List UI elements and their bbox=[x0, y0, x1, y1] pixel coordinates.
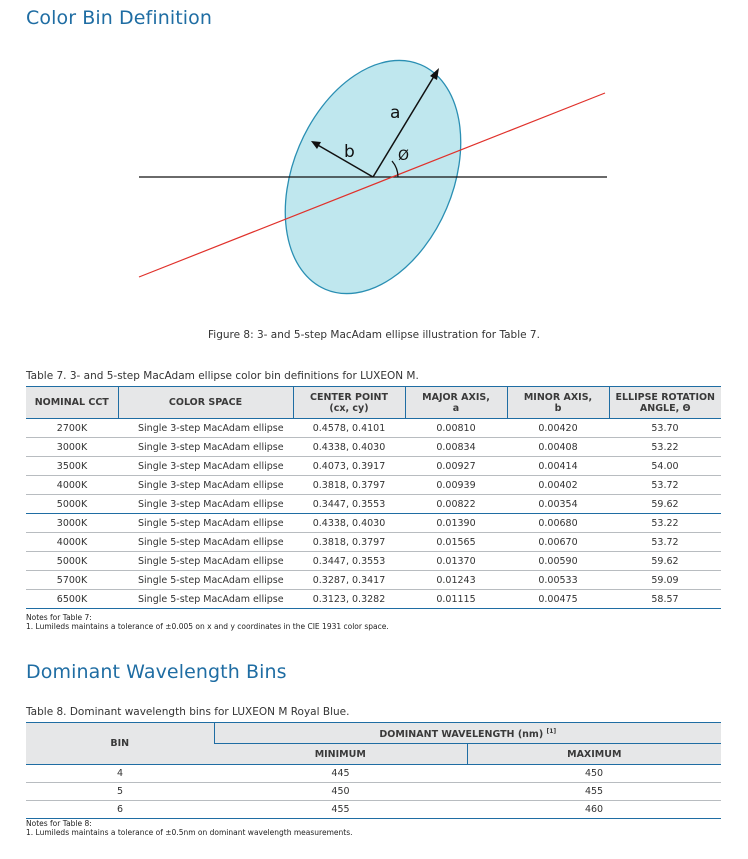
cell-center: 0.4338, 0.4030 bbox=[293, 514, 405, 533]
table8-note-1: 1. Lumileds maintains a tolerance of ±0.5nm on dominant wavelength measurements. bbox=[26, 828, 353, 837]
header-center-point: CENTER POINT (cx, cy) bbox=[293, 387, 405, 419]
cell-center: 0.3818, 0.3797 bbox=[293, 476, 405, 495]
cell-cct: 3500K bbox=[26, 457, 118, 476]
table-row bbox=[26, 765, 721, 783]
cell-cct: 5700K bbox=[26, 571, 118, 590]
cell-space: Single 5-step MacAdam ellipse bbox=[118, 590, 293, 609]
cell-minor: 0.00590 bbox=[507, 552, 609, 571]
cell-space: Single 3-step MacAdam ellipse bbox=[118, 438, 293, 457]
cell-major: 0.01243 bbox=[405, 571, 507, 590]
cell-minor: 0.00680 bbox=[507, 514, 609, 533]
table-row bbox=[26, 801, 721, 819]
cell-center: 0.4338, 0.4030 bbox=[293, 438, 405, 457]
cell-angle: 59.62 bbox=[609, 495, 721, 514]
header-rotation-angle: ELLIPSE ROTATION ANGLE, Θ bbox=[609, 387, 721, 419]
table-row bbox=[26, 533, 721, 552]
table-row bbox=[26, 438, 721, 457]
cell-center: 0.3287, 0.3417 bbox=[293, 571, 405, 590]
cell-center: 0.3818, 0.3797 bbox=[293, 533, 405, 552]
table-row bbox=[26, 571, 721, 590]
cell-angle: 53.72 bbox=[609, 533, 721, 552]
table7-notes-title: Notes for Table 7: bbox=[26, 613, 92, 622]
header-color-space: COLOR SPACE bbox=[118, 387, 293, 419]
table-row bbox=[26, 590, 721, 609]
cell-minor: 0.00533 bbox=[507, 571, 609, 590]
cell-minor: 0.00475 bbox=[507, 590, 609, 609]
cell-space: Single 3-step MacAdam ellipse bbox=[118, 495, 293, 514]
header-maximum: MAXIMUM bbox=[467, 744, 721, 765]
cell-bin: 5 bbox=[26, 783, 214, 801]
cell-major: 0.00834 bbox=[405, 438, 507, 457]
cell-major: 0.01565 bbox=[405, 533, 507, 552]
table8-notes-title: Notes for Table 8: bbox=[26, 819, 92, 828]
header-nominal-cct: NOMINAL CCT bbox=[26, 387, 118, 419]
cell-min: 455 bbox=[214, 801, 467, 819]
cell-center: 0.3123, 0.3282 bbox=[293, 590, 405, 609]
table-row bbox=[26, 419, 721, 438]
label-angle: Ø bbox=[398, 148, 410, 164]
cell-cct: 5000K bbox=[26, 495, 118, 514]
cell-space: Single 3-step MacAdam ellipse bbox=[118, 476, 293, 495]
table-row bbox=[26, 783, 721, 801]
header-minor-axis: MINOR AXIS, b bbox=[507, 387, 609, 419]
cell-major: 0.00822 bbox=[405, 495, 507, 514]
cell-space: Single 3-step MacAdam ellipse bbox=[118, 419, 293, 438]
cell-space: Single 3-step MacAdam ellipse bbox=[118, 457, 293, 476]
cell-angle: 53.22 bbox=[609, 514, 721, 533]
header-minimum: MINIMUM bbox=[214, 744, 467, 765]
cell-minor: 0.00402 bbox=[507, 476, 609, 495]
cell-minor: 0.00420 bbox=[507, 419, 609, 438]
cell-major: 0.01115 bbox=[405, 590, 507, 609]
table-row bbox=[26, 457, 721, 476]
cell-major: 0.01370 bbox=[405, 552, 507, 571]
cell-center: 0.3447, 0.3553 bbox=[293, 552, 405, 571]
cell-min: 450 bbox=[214, 783, 467, 801]
cell-center: 0.4578, 0.4101 bbox=[293, 419, 405, 438]
cell-angle: 58.57 bbox=[609, 590, 721, 609]
table7 bbox=[26, 386, 721, 609]
cell-angle: 59.09 bbox=[609, 571, 721, 590]
macadam-ellipse-figure bbox=[0, 0, 748, 330]
cell-angle: 53.72 bbox=[609, 476, 721, 495]
cell-cct: 6500K bbox=[26, 590, 118, 609]
cell-cct: 3000K bbox=[26, 514, 118, 533]
table7-notes bbox=[26, 613, 389, 631]
cell-minor: 0.00354 bbox=[507, 495, 609, 514]
label-b: b bbox=[344, 142, 355, 162]
cell-min: 445 bbox=[214, 765, 467, 783]
figure-caption: Figure 8: 3- and 5-step MacAdam ellipse illustration for Table 7. bbox=[208, 329, 540, 341]
cell-major: 0.01390 bbox=[405, 514, 507, 533]
cell-cct: 3000K bbox=[26, 438, 118, 457]
cell-angle: 53.22 bbox=[609, 438, 721, 457]
table-row bbox=[26, 552, 721, 571]
cell-major: 0.00810 bbox=[405, 419, 507, 438]
cell-major: 0.00927 bbox=[405, 457, 507, 476]
cell-space: Single 5-step MacAdam ellipse bbox=[118, 533, 293, 552]
cell-space: Single 5-step MacAdam ellipse bbox=[118, 514, 293, 533]
cell-cct: 2700K bbox=[26, 419, 118, 438]
cell-space: Single 5-step MacAdam ellipse bbox=[118, 552, 293, 571]
cell-center: 0.4073, 0.3917 bbox=[293, 457, 405, 476]
table7-note-1: 1. Lumileds maintains a tolerance of ±0.005 on x and y coordinates in the CIE 1931 color space. bbox=[26, 622, 389, 631]
section-title-color-bin: Color Bin Definition bbox=[26, 7, 213, 29]
cell-major: 0.00939 bbox=[405, 476, 507, 495]
cell-bin: 6 bbox=[26, 801, 214, 819]
header-dominant-wavelength: DOMINANT WAVELENGTH (nm) [1] bbox=[214, 723, 721, 744]
cell-max: 450 bbox=[467, 765, 721, 783]
cell-angle: 53.70 bbox=[609, 419, 721, 438]
cell-minor: 0.00670 bbox=[507, 533, 609, 552]
cell-angle: 54.00 bbox=[609, 457, 721, 476]
cell-cct: 4000K bbox=[26, 533, 118, 552]
cell-space: Single 5-step MacAdam ellipse bbox=[118, 571, 293, 590]
cell-bin: 4 bbox=[26, 765, 214, 783]
cell-max: 460 bbox=[467, 801, 721, 819]
cell-cct: 4000K bbox=[26, 476, 118, 495]
table-row bbox=[26, 476, 721, 495]
cell-minor: 0.00408 bbox=[507, 438, 609, 457]
table-row bbox=[26, 514, 721, 533]
table8 bbox=[26, 722, 721, 819]
cell-angle: 59.62 bbox=[609, 552, 721, 571]
header-bin: BIN bbox=[26, 723, 214, 765]
label-a: a bbox=[390, 103, 401, 123]
section-title-dominant-wavelength: Dominant Wavelength Bins bbox=[26, 661, 287, 683]
table-row bbox=[26, 495, 721, 514]
cell-center: 0.3447, 0.3553 bbox=[293, 495, 405, 514]
table7-caption: Table 7. 3- and 5-step MacAdam ellipse color bin definitions for LUXEON M. bbox=[26, 370, 419, 382]
table8-notes bbox=[26, 819, 353, 837]
table8-caption: Table 8. Dominant wavelength bins for LUXEON M Royal Blue. bbox=[26, 706, 350, 718]
cell-minor: 0.00414 bbox=[507, 457, 609, 476]
header-major-axis: MAJOR AXIS, a bbox=[405, 387, 507, 419]
cell-max: 455 bbox=[467, 783, 721, 801]
cell-cct: 5000K bbox=[26, 552, 118, 571]
